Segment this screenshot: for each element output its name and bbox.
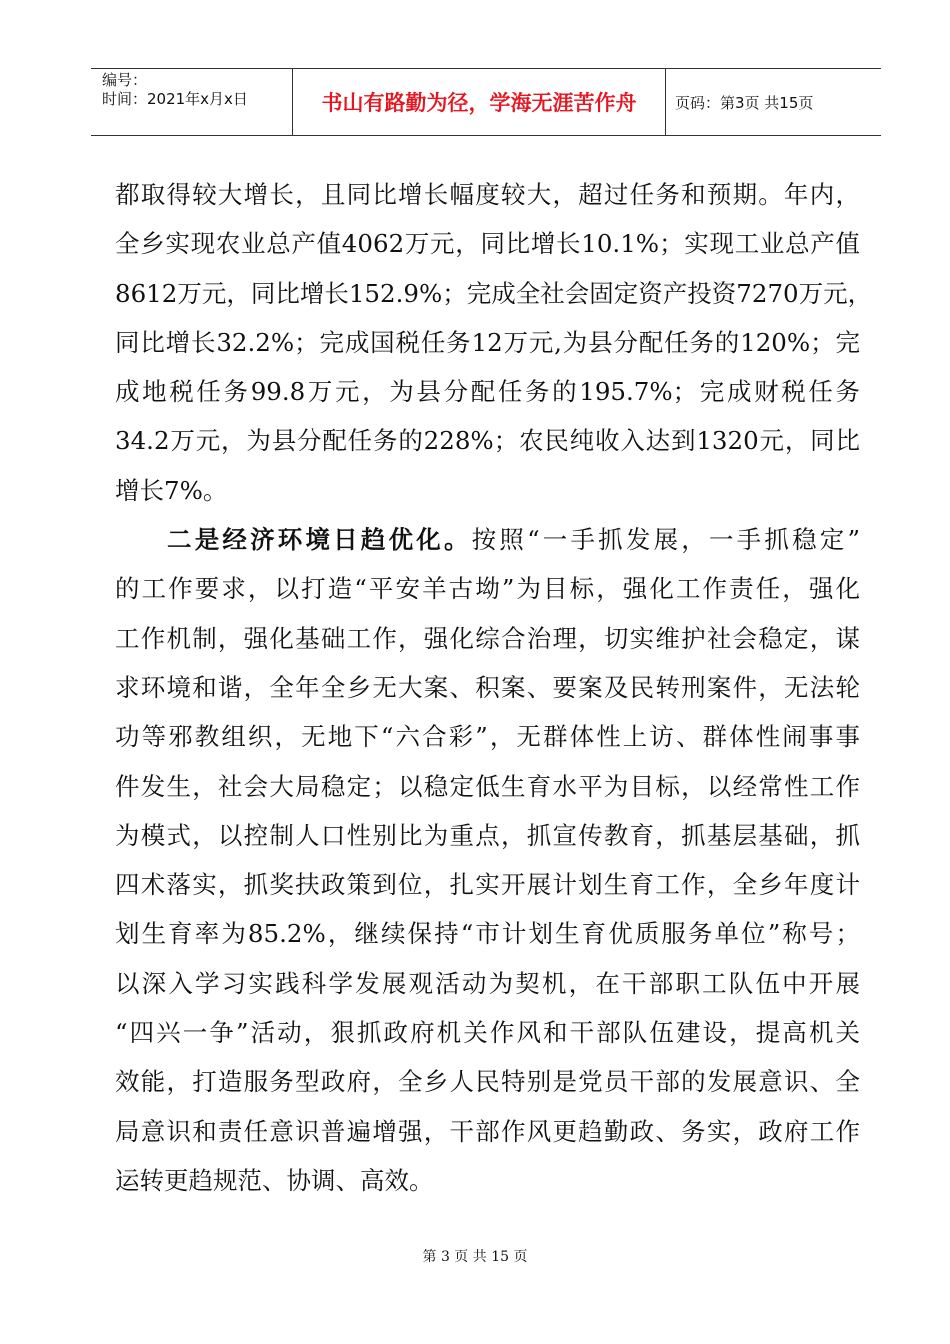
body-line: 8612万元，同比增长152.9%；完成全社会固定资产投资7270万元， — [115, 278, 873, 308]
body-line: 都取得较大增长，且同比增长幅度较大，超过任务和预期。年内， — [115, 180, 860, 209]
header-motto: 书山有路勤为径，学海无涯苦作舟 — [293, 69, 666, 135]
body-line: 增长7%。 — [115, 475, 228, 505]
header-page-info: 页码：第3页 共15页 — [675, 93, 814, 112]
body-line: 划生育率为85.2%，继续保持“市计划生育优质服务单位”称号； — [115, 919, 860, 949]
paragraph-lead-heading: 二是经济环境日趋优化。 — [167, 525, 472, 555]
paragraph-first-line — [115, 515, 860, 564]
body-line: 效能，打造服务型政府，全乡人民特别是党员干部的发展意识、全 — [115, 1067, 860, 1097]
page-header — [91, 68, 881, 136]
header-time-label: 时间：2021年x月x日 — [102, 90, 248, 108]
document-body — [115, 170, 873, 1205]
header-number-label: 编号： — [102, 71, 148, 89]
body-line: 同比增长32.2%；完成国税任务12万元,为县分配任务的120%；完 — [115, 327, 860, 357]
body-line: 全乡实现农业总产值4062万元，同比增长10.1%；实现工业总产值 — [115, 229, 860, 259]
paragraph-first-line-text: 按照“一手抓发展，一手抓稳定” — [471, 525, 860, 555]
body-line: “四兴一争”活动，狠抓政府机关作风和干部队伍建设，提高机关 — [115, 1018, 860, 1048]
body-line: 以深入学习实践科学发展观活动为契机，在干部职工队伍中开展 — [115, 968, 860, 998]
body-line: 的工作要求，以打造“平安羊古坳”为目标，强化工作责任，强化 — [115, 574, 860, 604]
page-footer: 第 3 页 共 15 页 — [422, 1249, 528, 1265]
body-line: 为模式，以控制人口性别比为重点，抓宣传教育，抓基层基础，抓 — [115, 820, 860, 850]
body-line: 件发生，社会大局稳定；以稳定低生育水平为目标，以经常性工作 — [115, 771, 860, 801]
body-line: 求环境和谐，全年全乡无大案、积案、要案及民转刑案件，无法轮 — [115, 672, 860, 702]
body-line: 成地税任务99.8万元，为县分配任务的195.7%；完成财税任务 — [115, 377, 860, 407]
header-meta — [91, 69, 293, 135]
body-line: 运转更趋规范、协调、高效。 — [115, 1165, 434, 1195]
body-line: 工作机制，强化基础工作，强化综合治理，切实维护社会稳定，谋 — [115, 623, 860, 653]
body-line: 四术落实，抓奖扶政策到位，扎实开展计划生育工作，全乡年度计 — [115, 870, 860, 900]
body-line: 34.2万元，为县分配任务的228%；农民纯收入达到1320元，同比 — [115, 426, 860, 456]
body-line: 功等邪教组织，无地下“六合彩”，无群体性上访、群体性闹事事 — [115, 722, 860, 752]
body-line: 局意识和责任意识普遍增强，干部作风更趋勤政、务实，政府工作 — [115, 1116, 860, 1146]
